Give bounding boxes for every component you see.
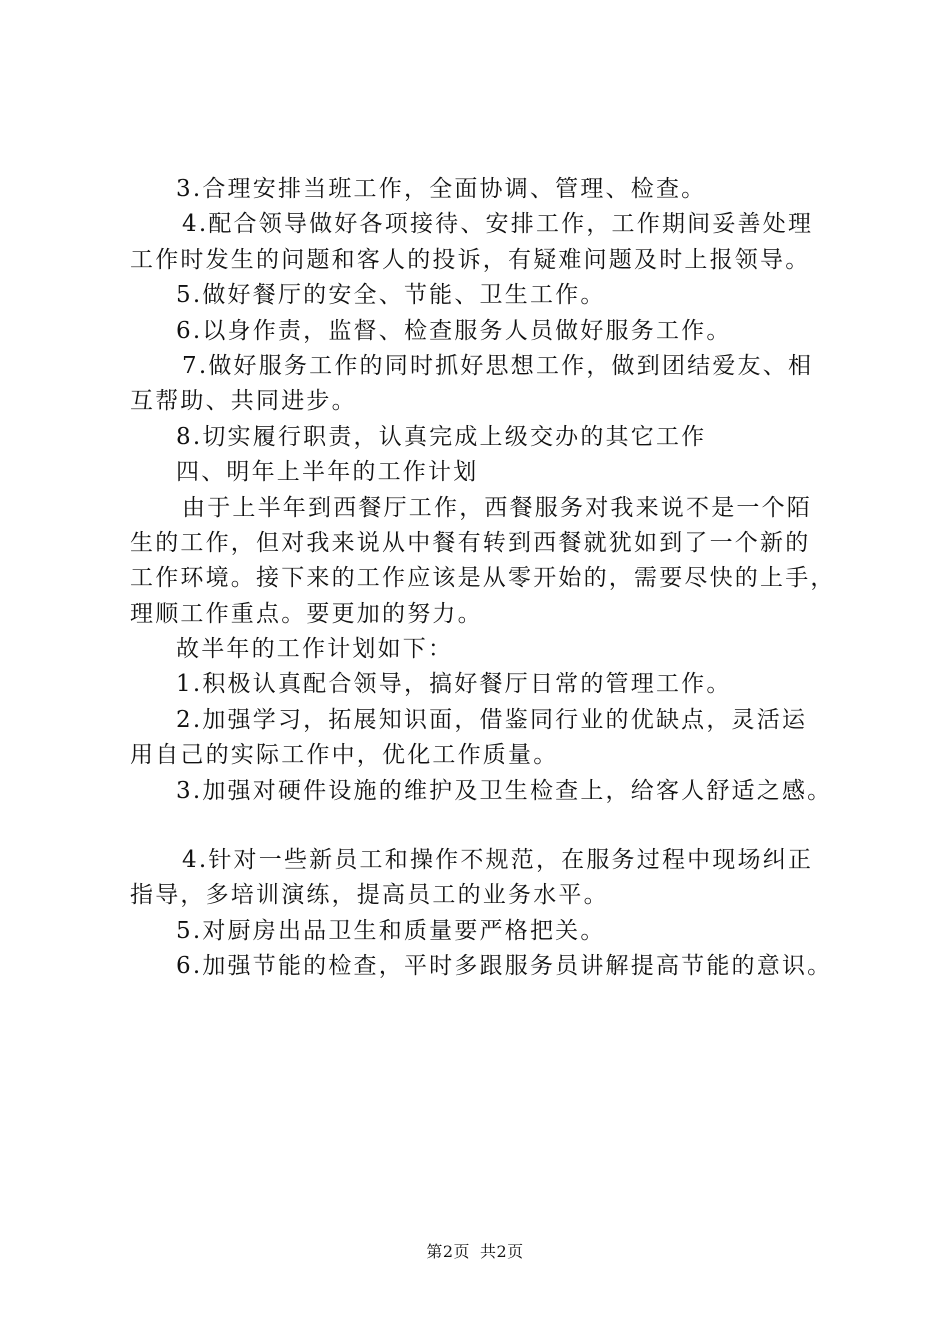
page-number: 第2页 (426, 1242, 470, 1261)
paragraph-line: 2.加强学习，拓展知识面，借鉴同行业的优缺点，灵活运 (176, 706, 808, 733)
paragraph-line: 故半年的工作计划如下： (176, 636, 454, 663)
paragraph-line: 生的工作，但对我来说从中餐有转到西餐就犹如到了一个新的 (130, 529, 811, 556)
paragraph-line: 5.做好餐厅的安全、节能、卫生工作。 (176, 282, 606, 309)
page-total: 共2页 (480, 1242, 524, 1261)
paragraph-line: 指导，多培训演练，提高员工的业务水平。 (130, 882, 609, 909)
paragraph-line: 用自己的实际工作中，优化工作质量。 (130, 742, 559, 769)
blank-line (130, 809, 850, 843)
paragraph-line: 8.切实履行职责，认真完成上级交办的其它工作 (176, 423, 707, 450)
section-heading: 四、明年上半年的工作计划 (176, 459, 479, 486)
paragraph-line: 7.做好服务工作的同时抓好思想工作，做到团结爱友、相 (182, 352, 814, 379)
paragraph-line: 6.加强节能的检查，平时多跟服务员讲解提高节能的意识。 (176, 953, 833, 980)
paragraph-line: 3.加强对硬件设施的维护及卫生检查上，给客人舒适之感。 (176, 777, 833, 804)
paragraph-line: 6.以身作责，监督、检查服务人员做好服务工作。 (176, 317, 732, 344)
paragraph-line: 互帮助、共同进步。 (130, 388, 357, 415)
paragraph-line: 由于上半年到西餐厅工作，西餐服务对我来说不是一个陌 (182, 494, 812, 521)
paragraph-line: 理顺工作重点。要更加的努力。 (130, 600, 483, 627)
document-body (130, 172, 850, 985)
paragraph-line: 3.合理安排当班工作，全面协调、管理、检查。 (176, 176, 707, 202)
page-footer (0, 1242, 950, 1262)
paragraph-line: 4.针对一些新员工和操作不规范，在服务过程中现场纠正 (182, 847, 814, 874)
paragraph-line: 1.积极认真配合领导，搞好餐厅日常的管理工作。 (176, 671, 732, 698)
paragraph-line: 工作时发生的问题和客人的投诉，有疑难问题及时上报领导。 (130, 246, 811, 273)
paragraph-line: 4.配合领导做好各项接待、安排工作，工作期间妥善处理 (182, 211, 814, 238)
paragraph-line: 工作环境。接下来的工作应该是从零开始的，需要尽快的上手， (130, 565, 836, 592)
paragraph-line: 5.对厨房出品卫生和质量要严格把关。 (176, 917, 606, 944)
